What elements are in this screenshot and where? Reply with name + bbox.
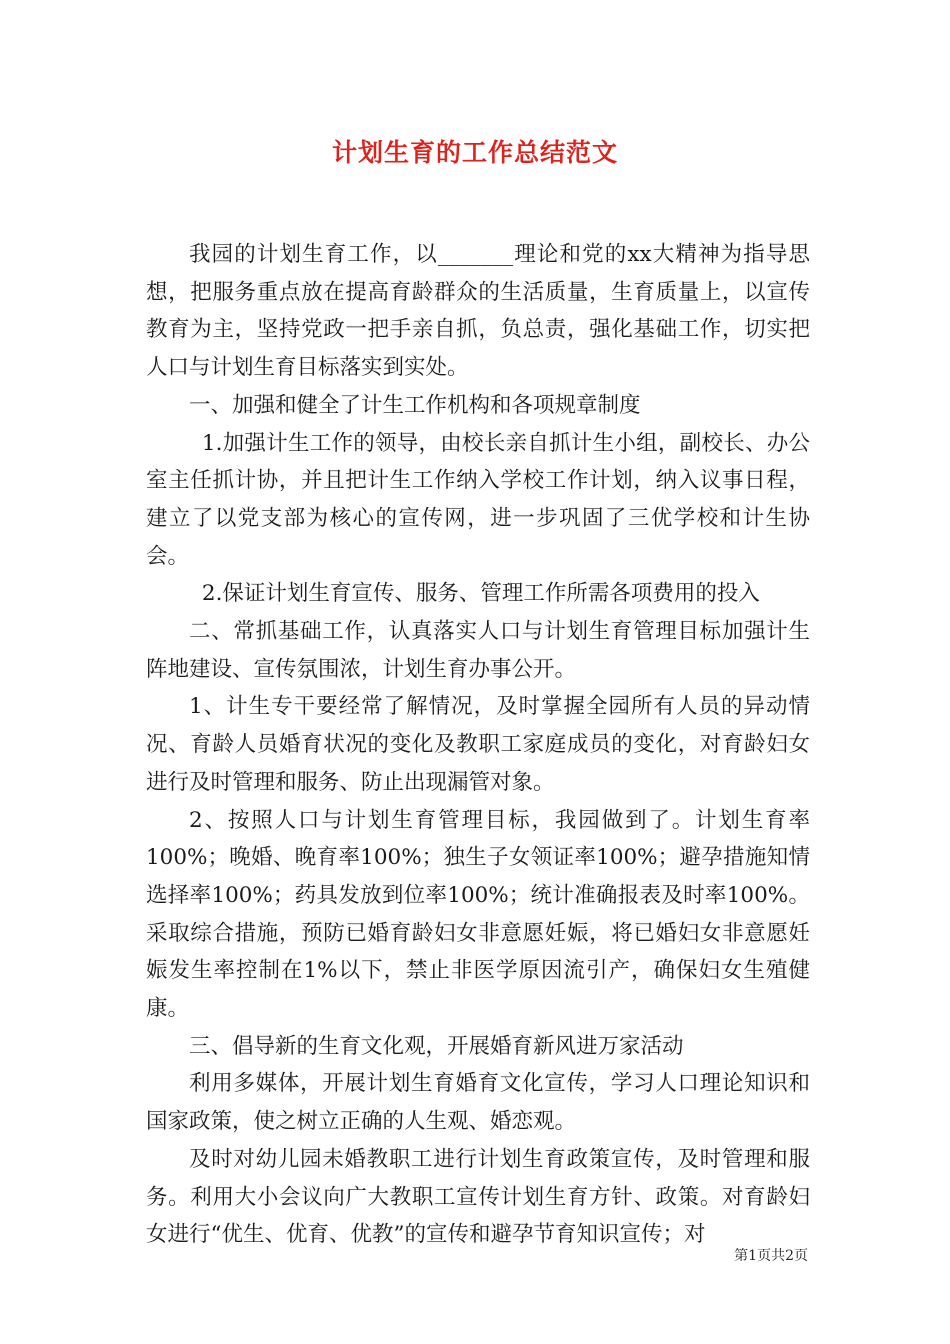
section-heading-1: 一、加强和健全了计生工作机构和各项规章制度 [189, 392, 641, 418]
paragraph-item-3-1: 利用多媒体，开展计划生育婚育文化宣传，学习人口理论知识和国家政策，使之树立正确的人生观、婚恋观。 [146, 1071, 810, 1135]
paragraph-item-2-2: 2、按照人口与计划生育管理目标，我园做到了。计划生育率100%；晚婚、晚育率100%；独生子女领证率100%；避孕措施知情选择率100%；药具发放到位率100%；统计准确报表及时率100%。采取综合措施，预防已婚育龄妇女非意愿妊娠，将已婚妇女非意愿妊娠发生率控制在1%以下，禁止非医学原因流引产，确保妇女生殖健康。 [146, 807, 810, 1022]
paragraph-item-1-2: 2.保证计划生育宣传、服务、管理工作所需各项费用的投入 [201, 581, 760, 607]
page-number: 第1页共2页 [734, 1248, 808, 1264]
document-body [146, 236, 810, 1254]
paragraph-intro: 我园的计划生育工作，以_______理论和党的xx大精神为指导思想，把服务重点放在提高育龄群众的生活质量，生育质量上，以宣传教育为主，坚持党政一把手亲自抓，负总责，强化基础工作，切实把人口与计划生育目标落实到实处。 [146, 242, 810, 381]
paragraph-item-3-2: 及时对幼儿园未婚教职工进行计划生育政策宣传，及时管理和服务。利用大小会议向广大教职工宣传计划生育方针、政策。对育龄妇女进行“优生、优育、优教”的宣传和避孕节育知识宣传；对 [146, 1146, 810, 1248]
document-title: 计划生育的工作总结范文 [331, 138, 618, 167]
section-heading-2: 二、常抓基础工作，认真落实人口与计划生育管理目标加强计生阵地建设、宣传氛围浓，计划生育办事公开。 [146, 619, 810, 682]
section-heading-3: 三、倡导新的生育文化观，开展婚育新风进万家活动 [189, 1033, 684, 1059]
paragraph-item-1-1: 1.加强计生工作的领导，由校长亲自抓计生小组，副校长、办公室主任抓计协，并且把计生工作纳入学校工作计划，纳入议事日程，建立了以党支部为核心的宣传网，进一步巩固了三优学校和计生协会。 [146, 430, 810, 569]
paragraph-item-2-1: 1、计生专干要经常了解情况，及时掌握全园所有人员的异动情况、育龄人员婚育状况的变化及教职工家庭成员的变化，对育龄妇女进行及时管理和服务、防止出现漏管对象。 [146, 694, 810, 795]
